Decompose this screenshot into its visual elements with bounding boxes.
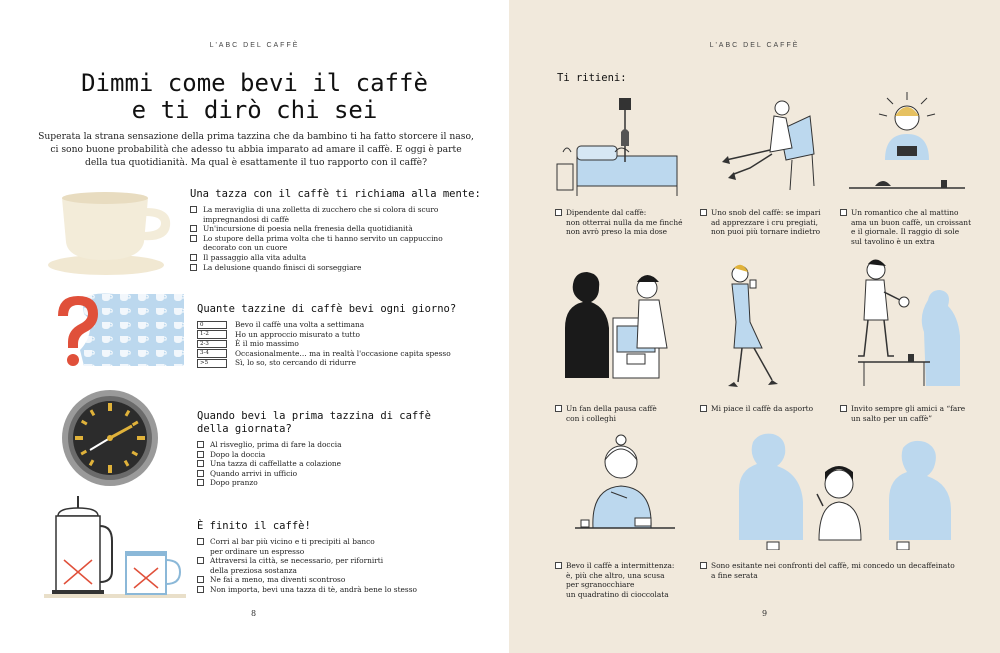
- checkbox[interactable]: [190, 225, 197, 232]
- section-title: Una tazza con il caffè ti richiama alla mente:: [190, 188, 481, 200]
- checkbox[interactable]: [555, 562, 562, 569]
- caption-addicted: Dipendente dal caffè: non otterrai nulla da me finché non avrò preso la mia dose: [555, 208, 682, 237]
- question-mark-illustration: [44, 290, 184, 370]
- option-code[interactable]: 2-3: [197, 340, 227, 349]
- page-number-left: 8: [251, 609, 257, 618]
- caption-invite: Invito sempre gli amici a “fare un salto per un caffè”: [840, 404, 965, 423]
- checkbox[interactable]: [190, 264, 197, 271]
- checkbox[interactable]: [190, 235, 197, 242]
- checkbox[interactable]: [197, 451, 204, 458]
- title-line-2: e ti dirò chi sei: [131, 96, 378, 124]
- bed-iv-drip-illustration: [555, 92, 685, 200]
- checkbox[interactable]: [190, 206, 197, 213]
- clock-illustration: [60, 388, 160, 488]
- option-item: La delusione quando finisci di sorseggiare: [190, 263, 481, 273]
- option-code[interactable]: 3-4: [197, 349, 227, 358]
- option-item: Un'incursione di poesia nella frenesia della quotidianità: [190, 224, 481, 234]
- checkbox[interactable]: [197, 538, 204, 545]
- page-number-right: 9: [762, 609, 768, 618]
- option-item[interactable]: 0 Bevo il caffè una volta a settimana: [197, 320, 456, 330]
- option-item: Corri al bar più vicino e ti precipiti al banco per ordinare un espresso: [197, 537, 417, 556]
- option-item[interactable]: >5 Sì, lo so, sto cercando di ridurre: [197, 358, 456, 368]
- section-coffee-finished: [197, 520, 417, 595]
- coffee-break-colleagues-illustration: [559, 268, 689, 380]
- title-line-1: Dimmi come bevi il caffè: [81, 69, 428, 97]
- coffee-cup-illustration: [44, 180, 174, 280]
- option-item: La meraviglia di una zolletta di zucchero che si colora di scuro impregnandosi di caffè: [190, 205, 481, 224]
- option-item[interactable]: 1-2 Ho un approccio misurato a tutto: [197, 330, 456, 340]
- section-heading: Ti ritieni:: [557, 72, 627, 84]
- option-item: Quando arrivi in ufficio: [197, 469, 431, 479]
- checkbox[interactable]: [197, 479, 204, 486]
- intro-paragraph: [30, 130, 482, 169]
- section-title: È finito il caffè!: [197, 520, 311, 532]
- checkbox[interactable]: [197, 586, 204, 593]
- checkbox[interactable]: [190, 254, 197, 261]
- intro-line-3: della tua quotidianità. Ma qual è esattamente il tuo rapporto con il caffè?: [84, 157, 427, 168]
- checkbox[interactable]: [700, 405, 707, 412]
- option-item: Il passaggio alla vita adulta: [190, 253, 481, 263]
- option-item: Dopo la doccia: [197, 450, 431, 460]
- option-item[interactable]: 2-3 È il mio massimo: [197, 339, 456, 349]
- invite-friends-illustration: [848, 256, 968, 396]
- section-first-coffee: [197, 410, 431, 488]
- option-item: Ne fai a meno, ma diventi scontroso: [197, 575, 417, 585]
- option-item[interactable]: 3-4 Occasionalmente… ma in realtà l'occasione capita spesso: [197, 349, 456, 359]
- intro-line-2: ci sono buone probabilità che adesso tu abbia imparato ad amare il caffè. E oggi è parte: [50, 144, 462, 155]
- running-head-right: L'ABC DEL CAFFÈ: [709, 42, 800, 49]
- coffee-snob-illustration: [714, 94, 824, 194]
- caption-intermittent: Bevo il caffè a intermittenza: è, più che altro, una scusa per sgranocchiare un quadratino di cioccolata: [555, 561, 674, 599]
- checkbox[interactable]: [197, 460, 204, 467]
- caption-romantic: Un romantico che al mattino ama un buon caffè, un croissant e il giornale. Il raggio di sole sul tavolino è un extra: [840, 208, 971, 246]
- option-code[interactable]: >5: [197, 359, 227, 368]
- intro-line-1: Superata la strana sensazione della prima tazzina che da bambino ti ha fatto storcere il naso,: [38, 131, 474, 142]
- caption-coffee-break: Un fan della pausa caffè con i colleghi: [555, 404, 657, 423]
- checkbox[interactable]: [197, 441, 204, 448]
- french-press-illustration: [44, 496, 189, 606]
- checkbox[interactable]: [555, 405, 562, 412]
- romantic-croissant-illustration: [845, 90, 970, 198]
- caption-decaf: Sono esitante nei confronti del caffè, mi concedo un decaffeinato a fine serata: [700, 561, 955, 580]
- option-item: Lo stupore della prima volta che ti hanno servito un cappuccino decorato con un cuore: [190, 234, 481, 253]
- checkbox[interactable]: [555, 209, 562, 216]
- checkbox[interactable]: [840, 209, 847, 216]
- page-title: [0, 70, 509, 124]
- checkbox[interactable]: [197, 470, 204, 477]
- chocolate-nibbler-illustration: [571, 432, 681, 542]
- checkbox[interactable]: [700, 209, 707, 216]
- right-page: [509, 0, 1000, 653]
- option-item: Una tazza di caffellatte a colazione: [197, 459, 431, 469]
- running-head-left: L'ABC DEL CAFFÈ: [209, 42, 300, 49]
- section-title: Quante tazzine di caffè bevi ogni giorno?: [197, 303, 457, 315]
- section-title: Quando bevi la prima tazzina di caffè della giornata?: [197, 410, 431, 435]
- coffee-to-go-illustration: [714, 262, 814, 392]
- checkbox[interactable]: [700, 562, 707, 569]
- option-item: Al risveglio, prima di fare la doccia: [197, 440, 431, 450]
- checkbox[interactable]: [197, 557, 204, 564]
- section-cups-per-day: [197, 303, 456, 368]
- section-memories: [190, 188, 481, 272]
- option-item: Dopo pranzo: [197, 478, 431, 488]
- caption-to-go: Mi piace il caffè da asporto: [700, 404, 813, 414]
- option-item: Non importa, bevi una tazza di tè, andrà bene lo stesso: [197, 585, 417, 595]
- decaf-evening-illustration: [739, 430, 954, 550]
- checkbox[interactable]: [197, 576, 204, 583]
- option-item: Attraversi la città, se necessario, per rifornirti della preziosa sostanza: [197, 556, 417, 575]
- option-code[interactable]: 1-2: [197, 330, 227, 339]
- option-code[interactable]: 0: [197, 321, 227, 330]
- checkbox[interactable]: [840, 405, 847, 412]
- caption-snob: Uno snob del caffè: se impari ad apprezzare i cru pregiati, non puoi più tornare indietro: [700, 208, 821, 237]
